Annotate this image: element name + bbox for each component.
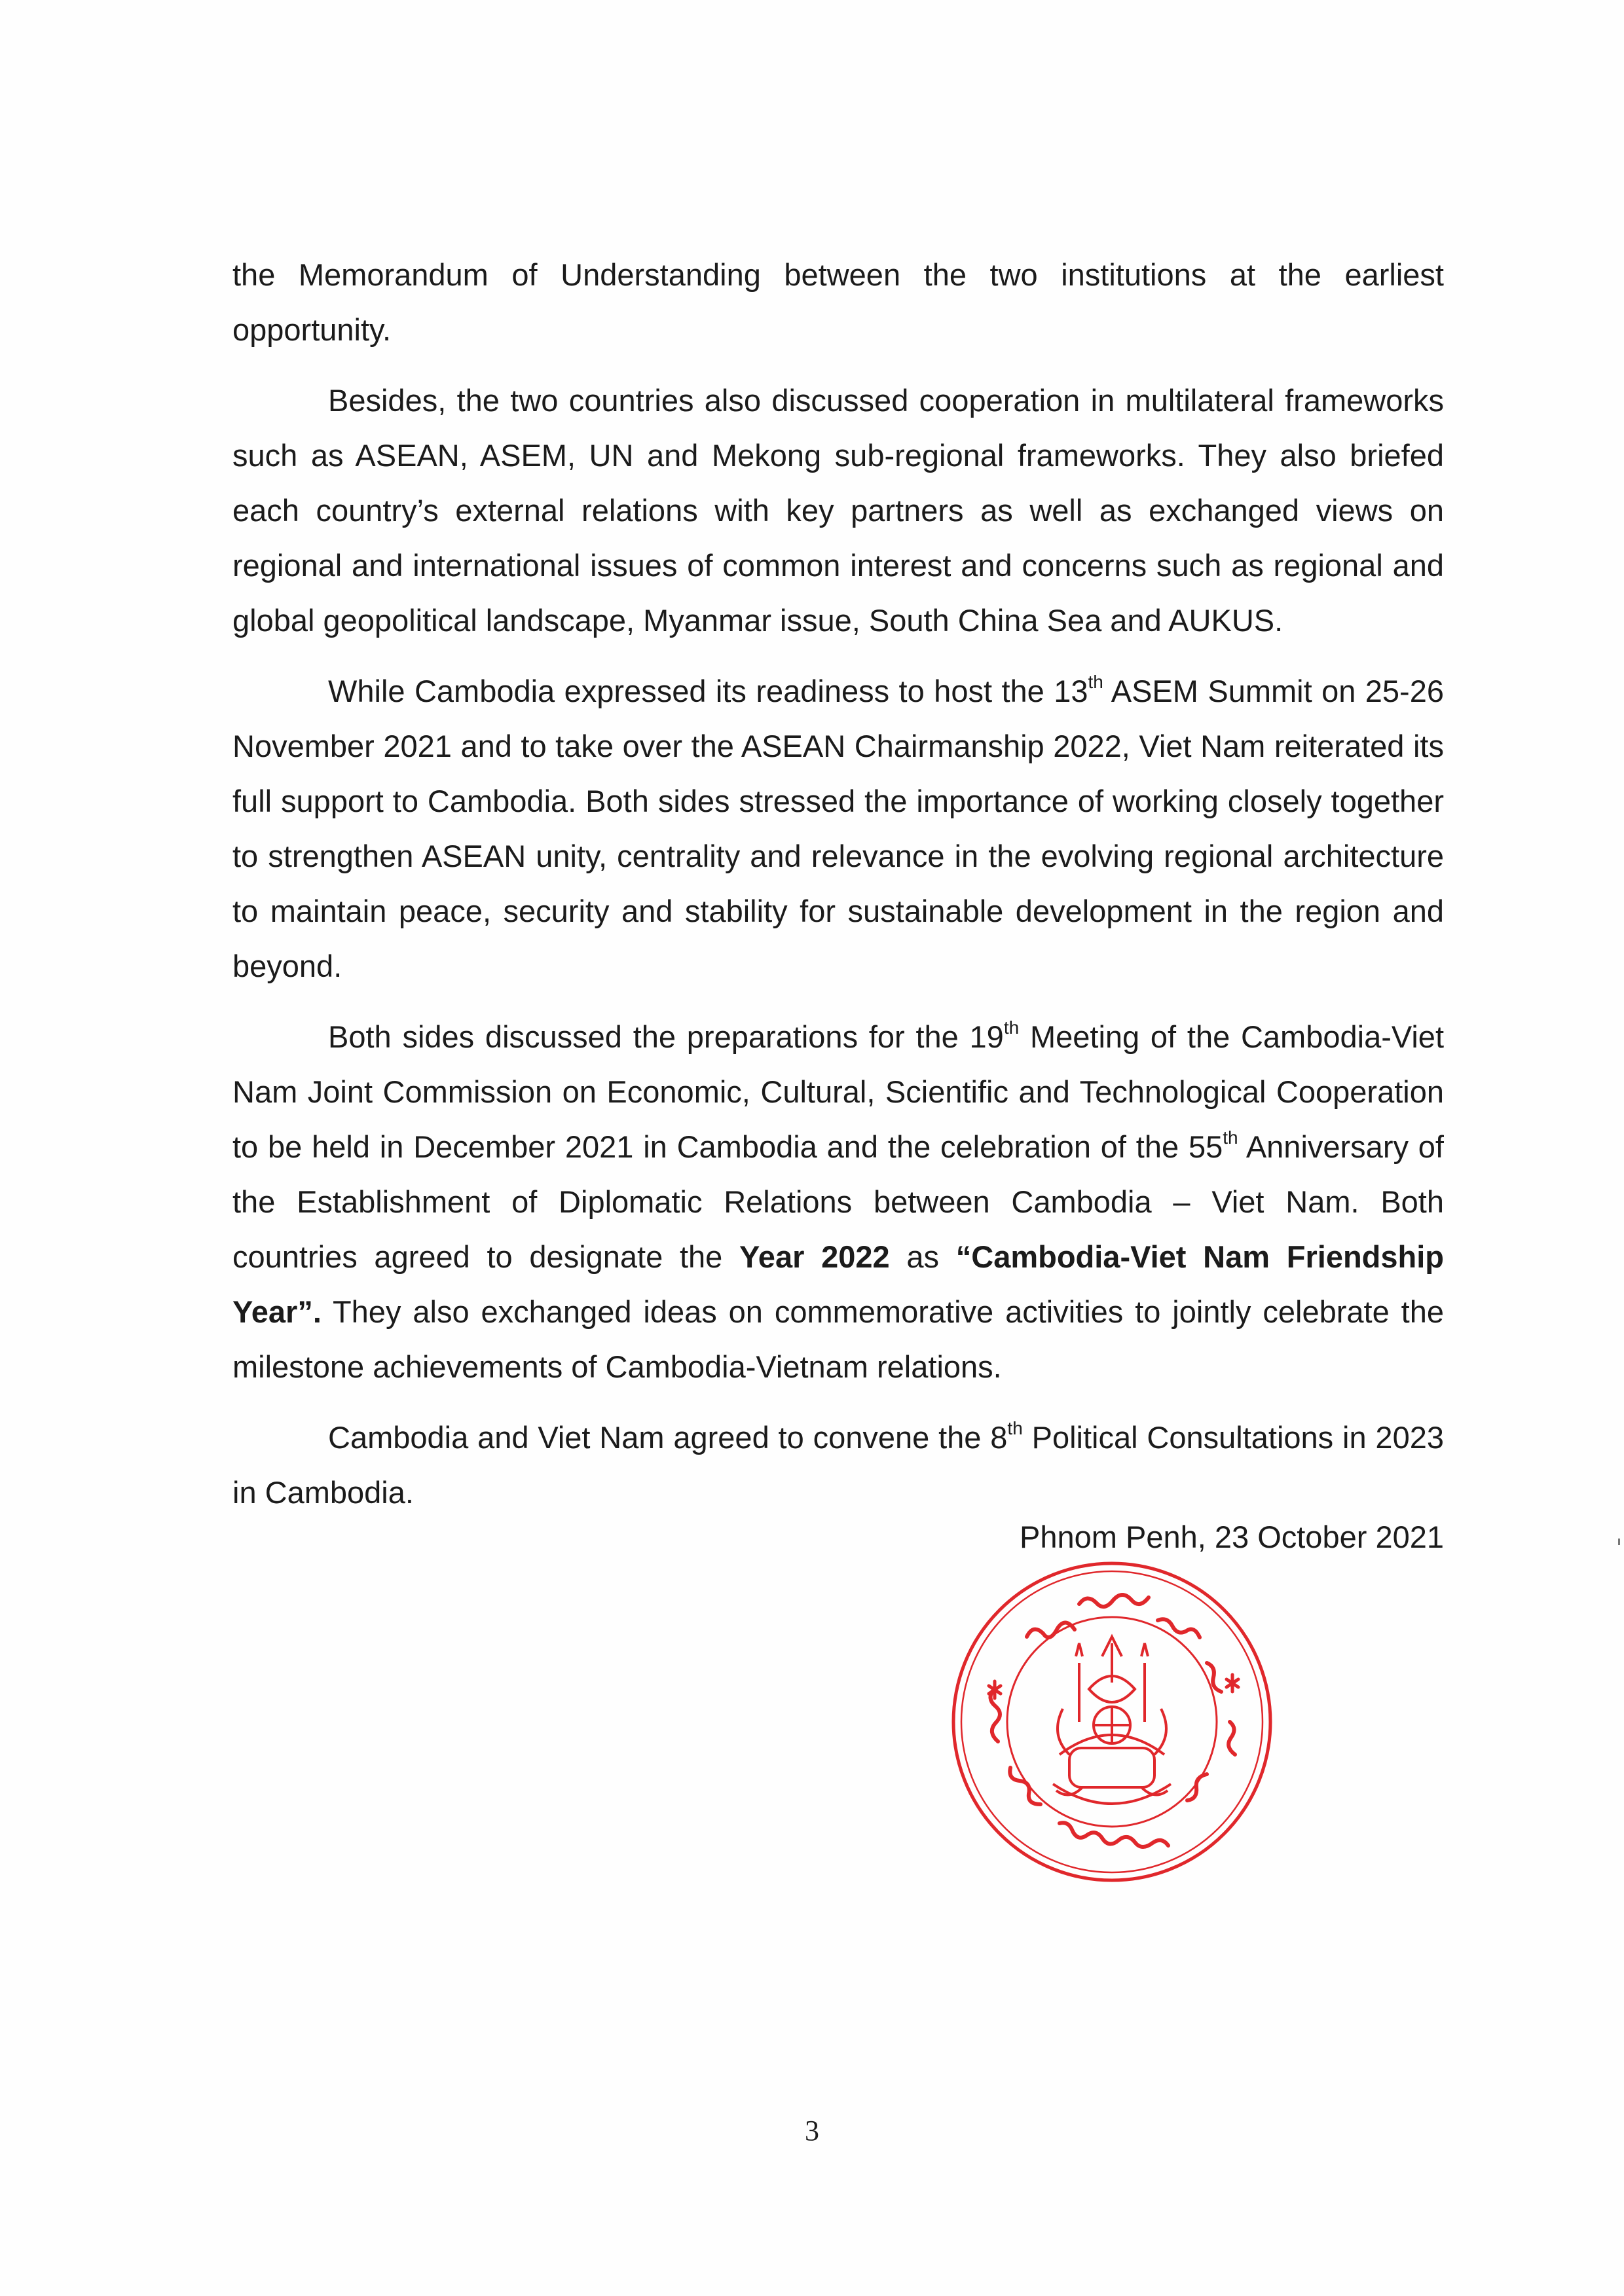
scan-edge-mark — [1618, 1539, 1620, 1545]
official-seal-icon — [948, 1558, 1276, 1886]
paragraph-5: Cambodia and Viet Nam agreed to convene the 8th Political Consultations in 2023 in Cambodia. — [232, 1418, 1444, 1510]
place-date-line: Phnom Penh, 23 October 2021 — [1020, 1520, 1444, 1554]
document-body — [232, 247, 1444, 1536]
paragraph-1: the Memorandum of Understanding between the two institutions at the earliest opportunity. — [232, 257, 1444, 347]
paragraph-2: Besides, the two countries also discussed cooperation in multilateral frameworks such as ASEAN, ASEM, UN and Mekong sub-regional frameworks. They also briefed each country’s external relations with key partners as well as exchanged views on regional and international issues of common interest and concerns such as regional and global geopolitical landscape, Myanmar issue, South China Sea and AUKUS. — [232, 383, 1444, 638]
paragraph-3: While Cambodia expressed its readiness to host the 13th ASEM Summit on 25-26 November 2021 and to take over the ASEAN Chairmanship 2022, Viet Nam reiterated its full support to Cambodia. Both sides stressed the importance of working closely together to strengthen ASEAN unity, centrality and relevance in the evolving regional architecture to maintain peace, security and stability for sustainable development in the region and beyond. — [232, 672, 1444, 983]
paragraph-4: Both sides discussed the preparations for the 19th Meeting of the Cambodia-Viet Nam Joint Commission on Economic, Cultural, Scientific and Technological Cooperation to be held in December 2021 in Cambodia and the celebration of the 55th Anniversary of the Establishment of Diplomatic Relations between Cambodia – Viet Nam. Both countries agreed to designate the Year 2022 as “Cambodia-Viet Nam Friendship Year”. They also exchanged ideas on commemorative activities to jointly celebrate the milestone achievements of Cambodia-Vietnam relations. — [232, 1017, 1445, 1384]
page-number: 3 — [805, 2115, 819, 2147]
